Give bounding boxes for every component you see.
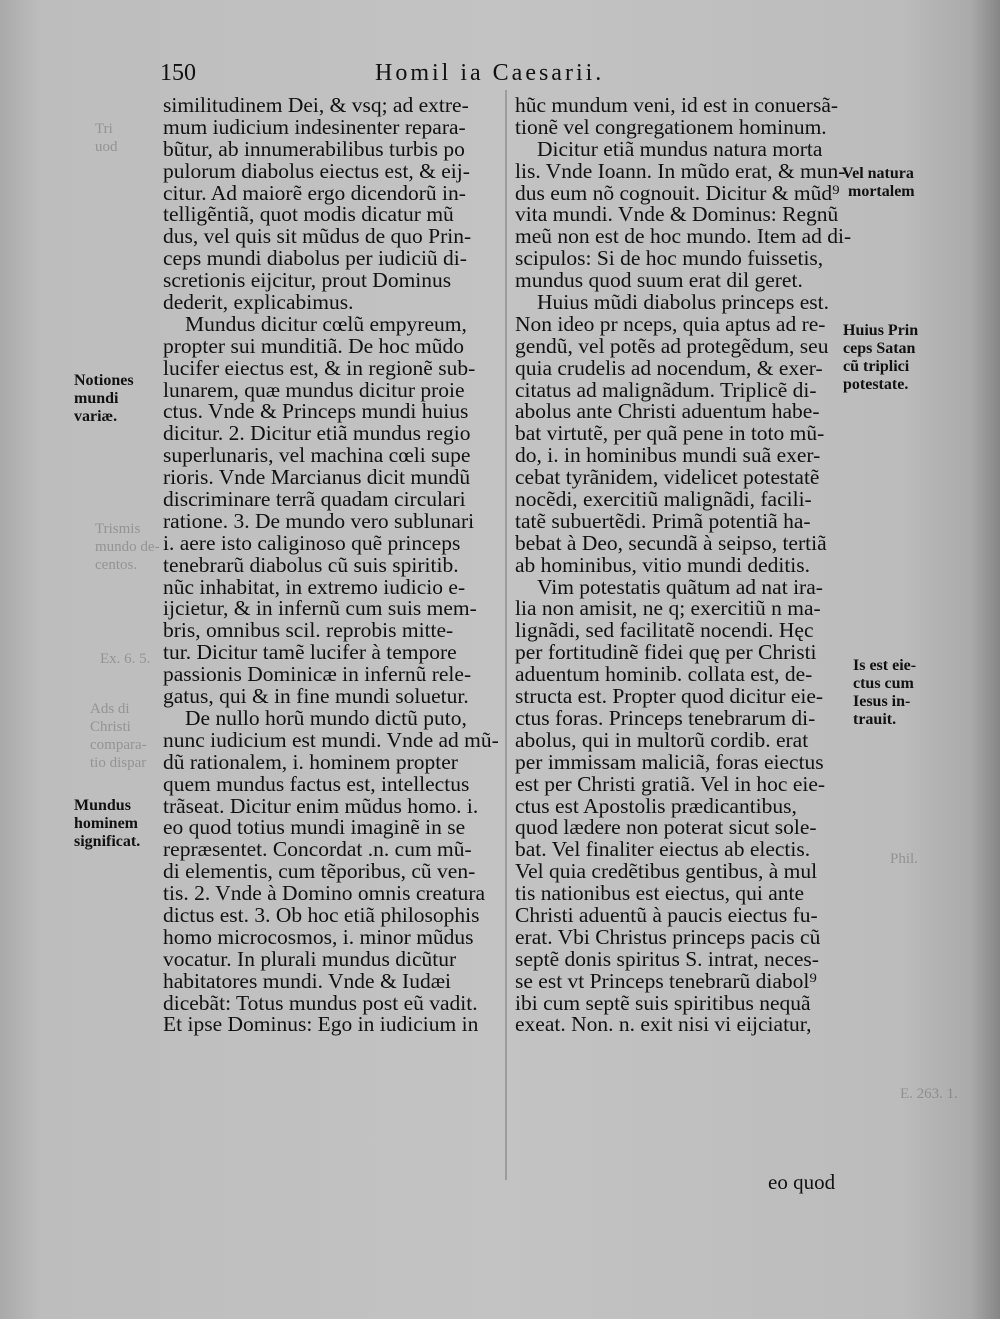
text-line: bebat à Deo, secundã à seipso, tertiã [515,530,827,555]
text-line: ceps mundi diabolus per iudiciũ di- [163,246,467,271]
ghost-line: Phil. [890,851,918,867]
text-line: similitudinem Dei, & vsq; ad extre- [163,93,469,117]
text-line: discriminare terrã quadam circulari [163,487,466,512]
text-line: trãseat. Dicitur enim mũdus homo. i. [163,793,479,818]
text-line: i. aere isto caliginoso quẽ princeps [163,530,461,555]
text-line: eo quod totius mundi imaginẽ in se [163,815,466,840]
text-line: rioris. Vnde Marcianus dicit mundũ [163,465,471,490]
text-line: quia crudelis ad nocendum, & exer- [515,355,823,380]
text-line: passionis Dominicæ in infernũ rele- [163,662,472,687]
text-line: ctus est Apostolis prædicantibus, [515,793,797,818]
text-line: di elementis, cum tẽporibus, cũ ven- [163,859,476,884]
margin-note-notiones [74,372,134,426]
text-line: Vel quia credẽtibus gentibus, à mul [515,859,818,884]
text-line: superlunaris, vel machina cœli supe [163,443,471,468]
text-line: Huius mũdi diabolus princeps est. [537,290,830,315]
text-line: tatẽ subuertẽdi. Primã potentiã ha- [515,508,811,533]
text-line: mundus quod suum erat dil geret. [515,268,803,293]
text-line: ctus foras. Princeps tenebrarum di- [515,705,816,730]
text-line: se est vt Princeps tenebrarũ diabol⁹ [515,968,817,993]
margin-note-mundus-hominem [74,797,140,851]
note-line: variæ. [74,408,118,425]
ghost-line: Ex. 6. 5. [100,651,151,667]
left-column [163,95,498,1036]
text-line: tis nationibus est eiectus, qui ante [515,881,805,906]
note-line: Is est eie- [853,657,917,674]
text-line: exeat. Non. n. exit nisi vi eijciatur, [515,1012,812,1037]
note-line: mundi [74,390,119,407]
text-line: quem mundus factus est, intellectus [163,771,470,796]
text-line: vocatur. In plurali mundus dicũtur [163,946,457,971]
ghost-line: mundo de- [95,539,160,555]
note-line: potestate. [843,376,909,393]
ghost-line: Christi [90,719,131,735]
ghost-line: tio dispar [90,755,147,771]
note-line: ctus cum [853,675,914,692]
text-line: scretionis eijcitur, prout Dominus [163,268,452,293]
text-line: bat. Vel finaliter eiectus ab electis. [515,837,811,862]
bleed-through-2 [95,520,160,574]
text-line: ijcietur, & in infernũ cum suis mem- [163,596,477,621]
text-line: tenebrarũ diabolus cũ suis spiritib. [163,552,459,577]
text-line: nunc iudicium est mundi. Vnde ad mũ- [163,727,499,752]
text-line: dictus est. 3. Ob hoc etiã philosophis [163,902,480,927]
text-line: dicitur. 2. Dicitur etiã mundus regio [163,421,471,446]
text-line: mum iudicium indesinenter repara- [163,114,466,139]
text-line: citur. Ad maiorẽ ergo dicendorũ in- [163,180,466,205]
bleed-through-4 [90,700,147,772]
text-line: erat. Vbi Christus princeps pacis cũ [515,924,821,949]
ghost-line: E. 263. 1. [900,1086,958,1102]
ghost-line: uod [95,139,118,155]
running-title: Homil ia Caesarii. [375,60,605,86]
text-line: vita mundi. Vnde & Dominus: Regnũ [515,202,839,227]
page-edge-shadow [970,0,1000,1319]
text-line: lignãdi, sed facilitatẽ nocendi. Hęc [515,618,814,643]
ghost-line: Trismis [95,521,141,537]
text-line: pulorum diabolus eiectus est, & eij- [163,158,470,183]
text-line: telligẽntiã, quot modis dicatur mũ [163,202,454,227]
text-line: lucifer eiectus est, & in regionẽ sub- [163,355,476,380]
text-line: do, i. in hominibus mundi suã exer- [515,443,821,468]
note-line: trauit. [853,711,897,728]
running-header [160,60,680,90]
text-line: homo microcosmos, i. minor mũdus [163,924,474,949]
column-gutter [505,90,507,1180]
text-line: tur. Dicitur tamẽ lucifer à tempore [163,640,457,665]
text-line: propter sui munditiã. De hoc mũdo [163,333,464,358]
text-line: dus eum nõ cognouit. Dicitur & mũd⁹ [515,180,840,205]
ghost-line: compara- [90,737,147,753]
text-line: Dicitur etiã mundus natura morta [537,136,823,161]
text-line: bris, omnibus scil. reprobis mitte- [163,618,454,643]
ghost-line: Ads di [90,701,130,717]
text-line: nũc inhabitat, in extremo iudicio e- [163,574,466,599]
text-line: habitatores mundi. Vnde & Iudæi [163,968,452,993]
catchword: eo quod [768,1170,836,1194]
text-line: dicebãt: Totus mundus post eũ vadit. [163,990,478,1015]
text-line: ibi cum septẽ suis spiritibus nequã [515,990,811,1015]
note-line: Iesus in- [853,693,911,710]
text-line: ab hominibus, vitio mundi deditis. [515,552,811,577]
text-line: Christi aduentũ à paucis eiectus fu- [515,902,818,927]
note-line: significat. [74,833,141,850]
note-line: Notiones [74,372,134,389]
right-column [515,95,855,1036]
note-line: mortalem [848,183,915,200]
text-line: repræsentet. Concordat .n. cum mũ- [163,837,472,862]
text-line: Mundus dicitur cœlũ empyreum, [185,311,467,336]
text-line: dũ rationalem, i. hominem propter [163,749,458,774]
text-line: scipulos: Si de hoc mundo fuissetis, [515,246,824,271]
text-line: nocẽdi, exercitiũ malignãdi, facili- [515,487,812,512]
text-line: dus, vel quis sit mũdus de quo Prin- [163,224,472,249]
text-line: dederit, explicabimus. [163,290,354,315]
note-line: cũ triplici [843,358,910,375]
text-line: lia non amisit, ne q; exercitiũ n ma- [515,596,821,621]
text-line: citatus ad malignãdum. Triplicẽ di- [515,377,817,402]
margin-note-vel-natura [842,165,915,201]
ghost-line: Tri [95,121,113,137]
text-line: bũtur, ab innumerabilibus turbis po [163,136,465,161]
bleed-through-6 [900,1085,958,1103]
text-line: abolus, qui in multorũ cordib. erat [515,727,809,752]
margin-note-is-est [853,657,916,729]
text-line: structa est. Propter quod dicitur eie- [515,684,824,709]
text-line: Et ipse Dominus: Ego in iudicium in [163,1012,479,1037]
text-line: abolus ante Christi aduentum habe- [515,399,820,424]
text-line: ctus. Vnde & Princeps mundi huius [163,399,469,424]
note-line: hominem [74,815,138,832]
bleed-through-1 [95,120,118,156]
note-line: Vel natura [842,165,914,182]
text-line: est per Christi gratiã. Vel in hoc eie- [515,771,826,796]
text-line: gatus, qui & in fine mundi soluetur. [163,684,469,709]
text-line: lunarem, quæ mundus dicitur proie [163,377,465,402]
note-line: ceps Satan [843,340,916,357]
text-line: hũc mundum veni, id est in conuersã- [515,93,839,117]
text-line: tis. 2. Vnde à Domino omnis creatura [163,881,486,906]
text-line: per immissam maliciã, foras eiectus [515,749,824,774]
note-line: Huius Prin [843,322,919,339]
text-line: cebat tyrãnidem, videlicet potestatẽ [515,465,820,490]
text-line: Non ideo pr nceps, quia aptus ad re- [515,311,826,336]
text-line: tionẽ vel congregationem hominum. [515,114,827,139]
text-line: De nullo horũ mundo dictũ puto, [185,705,467,730]
text-line: septẽ donis spiritus S. intrat, neces- [515,946,819,971]
bleed-through-3 [100,650,150,668]
margin-note-huius-princeps [843,322,918,394]
text-line: per fortitudinẽ fidei quę per Christi [515,640,817,665]
text-line: bat virtutẽ, per quã pene in toto mũ- [515,421,825,446]
bleed-through-5 [890,850,918,868]
text-line: gendũ, vel potẽs ad protegẽdum, seu [515,333,829,358]
note-line: Mundus [74,797,131,814]
text-line: meũ non est de hoc mundo. Item ad di- [515,224,852,249]
text-line: ratione. 3. De mundo vero sublunari [163,508,475,533]
text-line: lis. Vnde Ioann. In mũdo erat, & mun- [515,158,846,183]
ghost-line: centos. [95,557,138,573]
text-line: aduentum hominib. collata est, de- [515,662,813,687]
text-line: quod lædere non poterat sicut sole- [515,815,817,840]
text-line: Vim potestatis quãtum ad nat ira- [537,574,823,599]
page-number: 150 [160,60,196,86]
